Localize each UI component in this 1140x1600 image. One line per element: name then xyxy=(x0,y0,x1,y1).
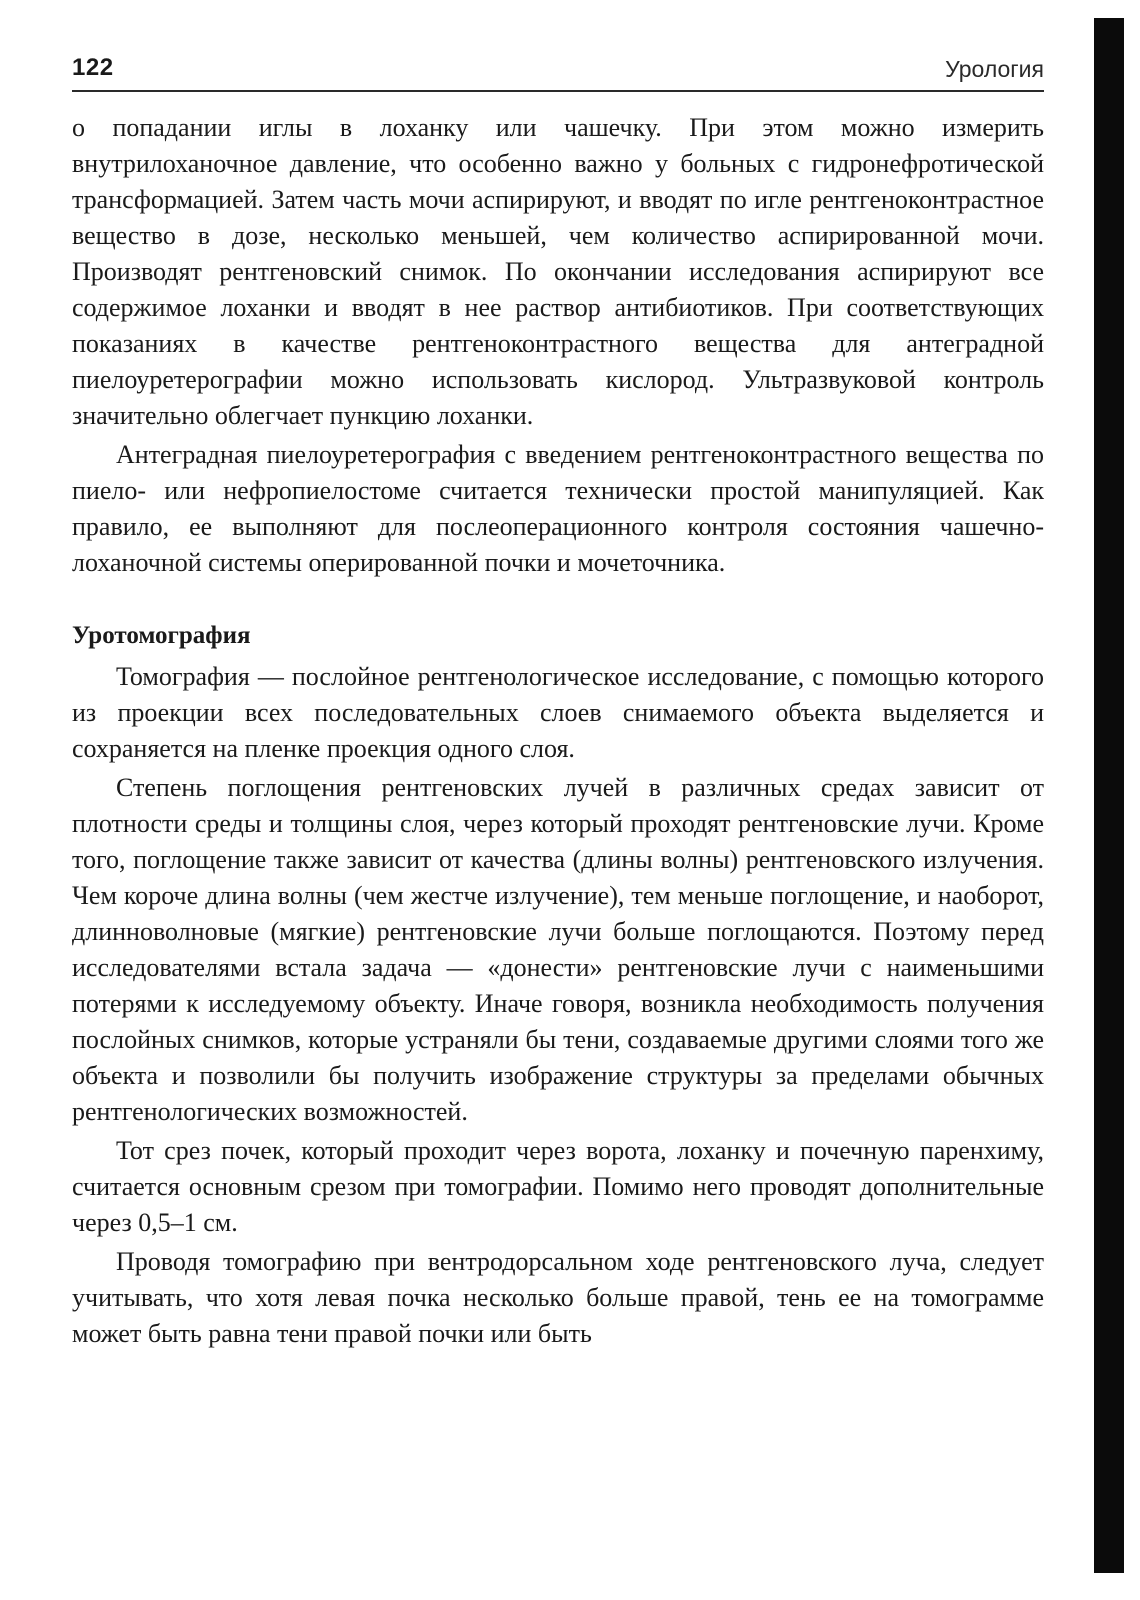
paragraph: Проводя томографию при вентродорсальном ходе рентгеновского луча, следует учитывать, что хотя левая почка несколько больше правой, тень ее на томограмме может быть равна тени правой почки или быть xyxy=(72,1247,1044,1348)
scan-page-edge xyxy=(1094,18,1124,1573)
paragraph: Тот срез почек, который проходит через ворота, лоханку и почечную паренхиму, считается основным срезом при томографии. Помимо него проводят дополнительные через 0,5–1 см. xyxy=(72,1136,1044,1237)
paragraph: Степень поглощения рентгеновских лучей в различных средах зависит от плотности среды и толщины слоя, через который проходят рентгеновские лучи. Кроме того, поглощение также зависит от качества (длины волны) рентгеновского излучения. Чем короче длина волны (чем жестче излучение), тем меньше поглощение, и наоборот, длинноволновые (мягкие) рентгеновские лучи больше поглощаются. Поэтому перед исследователями встала задача — «донести» рентгеновские лучи с наименьшими потерями к исследуемому объекту. Иначе говоря, возникла необходимость получения послойных снимков, которые устраняли бы тени, создаваемые другими слоями того же объекта и позволили бы получить изображение структуры за пределами обычных рентгенологических возможностей. xyxy=(72,773,1044,1126)
section-heading: Уротомография xyxy=(72,622,251,649)
page-number: 122 xyxy=(72,54,114,81)
page-header xyxy=(72,50,1044,92)
paragraph: Антеградная пиелоуретерография с введением рентгеноконтрастного вещества по пиело- или нефропиелостоме считается технически простой манипуляцией. Как правило, ее выполняют для послеоперационного контроля состояния чашечно-лоханочной системы оперированной почки и мочеточника. xyxy=(72,440,1044,577)
paragraph: Томография — послойное рентгенологическое исследование, с помощью которого из проекции всех последовательных слоев снимаемого объекта выделяется и сохраняется на пленке проекция одного слоя. xyxy=(72,662,1044,763)
page-body xyxy=(72,110,1044,1352)
running-title: Урология xyxy=(945,56,1044,82)
paragraph: о попадании иглы в лоханку или чашечку. При этом можно измерить внутрилоханочное давление, что особенно важно у больных с гидронефротической трансформацией. Затем часть мочи аспирируют, и вводят по игле рентгеноконтрастное вещество в дозе, несколько меньшей, чем количество аспирированной мочи. Производят рентгеновский снимок. По окончании исследования аспирируют все содержимое лоханки и вводят в нее раствор антибиотиков. При соответствующих показаниях в качестве рентгеноконтрастного вещества для антеградной пиелоуретерографии можно использовать кислород. Ультразвуковой контроль значительно облегчает пункцию лоханки. xyxy=(72,113,1044,430)
